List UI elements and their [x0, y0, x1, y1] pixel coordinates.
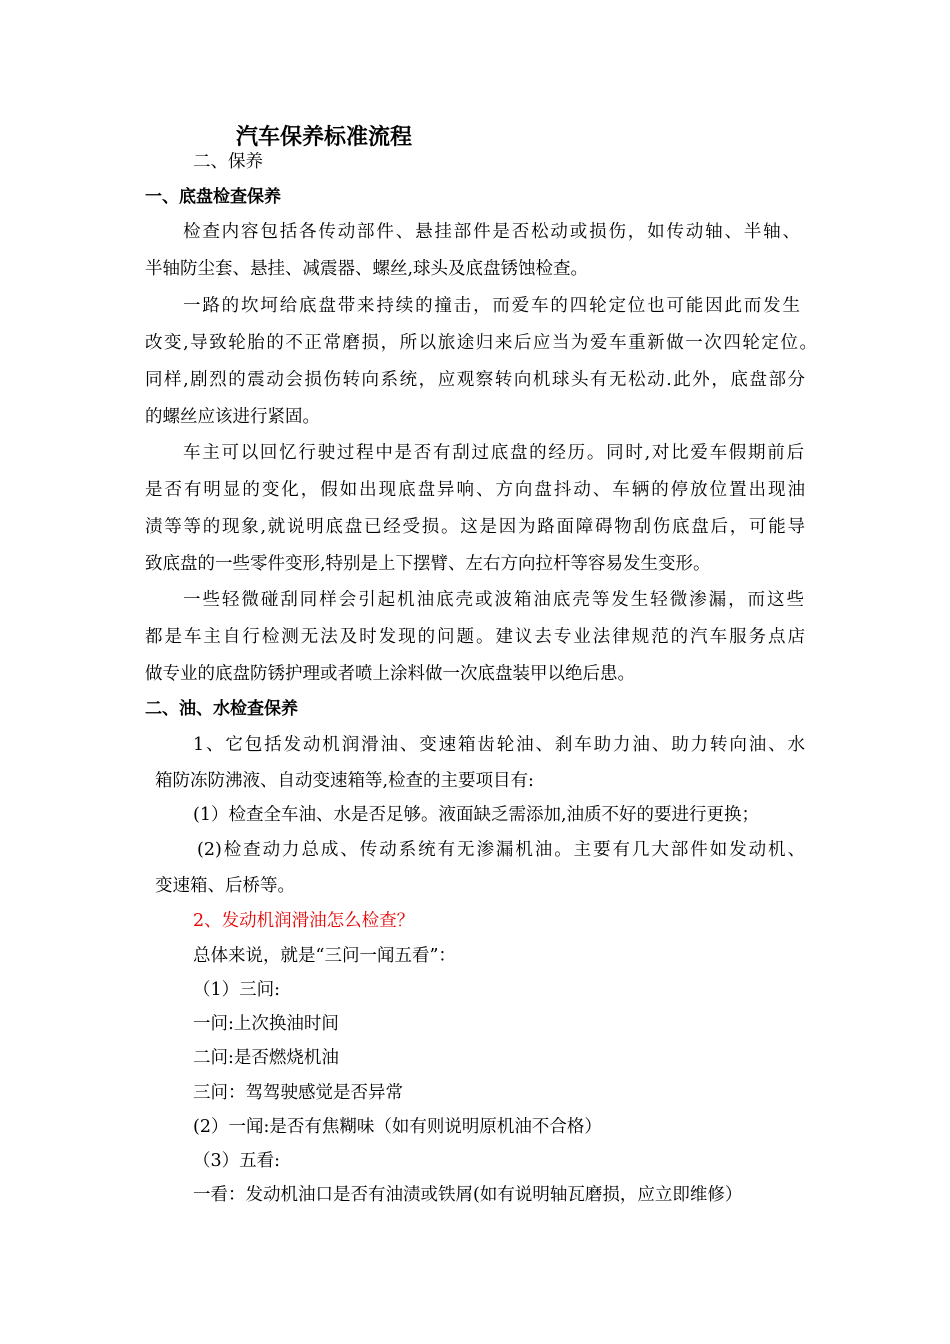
list-item: 箱防冻防沸液、自动变速箱等,检查的主要项目有: [155, 771, 534, 791]
paragraph-line: 渍等等的现象,就说明底盘已经受损。这是因为路面障碍物刮伤底盘后，可能导 [145, 517, 805, 537]
list-item: (2）一闻:是否有焦糊味（如有则说明原机油不合格） [193, 1117, 602, 1137]
list-item: 三问：驾驾驶感觉是否异常 [193, 1083, 403, 1103]
section-heading-oil-water: 二、油、水检查保养 [145, 699, 298, 719]
list-item: 二问:是否燃烧机油 [193, 1048, 339, 1068]
summary-line: 总体来说，就是“三问一闻五看”： [193, 946, 456, 966]
list-item: （3）五看: [193, 1151, 281, 1171]
paragraph-line: 检查内容包括各传动部件、悬挂部件是否松动或损伤，如传动轴、半轴、 [183, 222, 800, 242]
list-item: (1）检查全车油、水是否足够。液面缺乏需添加,油质不好的要进行更换； [193, 805, 760, 825]
paragraph-line: 车主可以回忆行驶过程中是否有刮过底盘的经历。同时,对比爱车假期前后 [183, 443, 804, 463]
document-title: 汽车保养标准流程 [236, 124, 413, 150]
paragraph-line: 一路的坎坷给底盘带来持续的撞击，而爱车的四轮定位也可能因此而发生 [183, 296, 800, 316]
list-item: (2)检查动力总成、传动系统有无渗漏机油。主要有几大部件如发动机、 [197, 840, 805, 860]
list-item: 1、它包括发动机润滑油、变速箱齿轮油、刹车助力油、助力转向油、水 [193, 735, 805, 755]
paragraph-line: 一些轻微碰刮同样会引起机油底壳或波箱油底壳等发生轻微渗漏，而这些 [183, 590, 804, 610]
list-item: 一问:上次换油时间 [193, 1014, 339, 1034]
list-item: 一看：发动机油口是否有油渍或铁屑(如有说明轴瓦磨损，应立即维修） [193, 1185, 743, 1205]
document-subtitle: 二、保养 [193, 152, 263, 172]
paragraph-line: 都是车主自行检测无法及时发现的问题。建议去专业法律规范的汽车服务点店 [145, 627, 805, 647]
subsection-heading-engine-oil: 2、发动机润滑油怎么检查？ [193, 911, 415, 931]
paragraph-line: 致底盘的一些零件变形,特别是上下摆臂、左右方向拉杆等容易发生变形。 [145, 554, 711, 574]
list-item: 变速箱、后桥等。 [155, 876, 295, 896]
paragraph-line: 改变,导致轮胎的不正常磨损，所以旅途归来后应当为爱车重新做一次四轮定位。 [145, 333, 817, 353]
paragraph-line: 是否有明显的变化，假如出现底盘异响、方向盘抖动、车辆的停放位置出现油 [145, 480, 805, 500]
paragraph-line: 做专业的底盘防锈护理或者喷上涂料做一次底盘装甲以绝后患。 [145, 664, 635, 684]
paragraph-line: 的螺丝应该进行紧固。 [145, 407, 320, 427]
paragraph-line: 同样,剧烈的震动会损伤转向系统，应观察转向机球头有无松动.此外，底盘部分 [145, 370, 805, 390]
list-item: （1）三问: [193, 980, 281, 1000]
section-heading-chassis: 一、底盘检查保养 [145, 187, 281, 207]
paragraph-line: 半轴防尘套、悬挂、减震器、螺丝,球头及底盘锈蚀检查。 [145, 259, 589, 279]
